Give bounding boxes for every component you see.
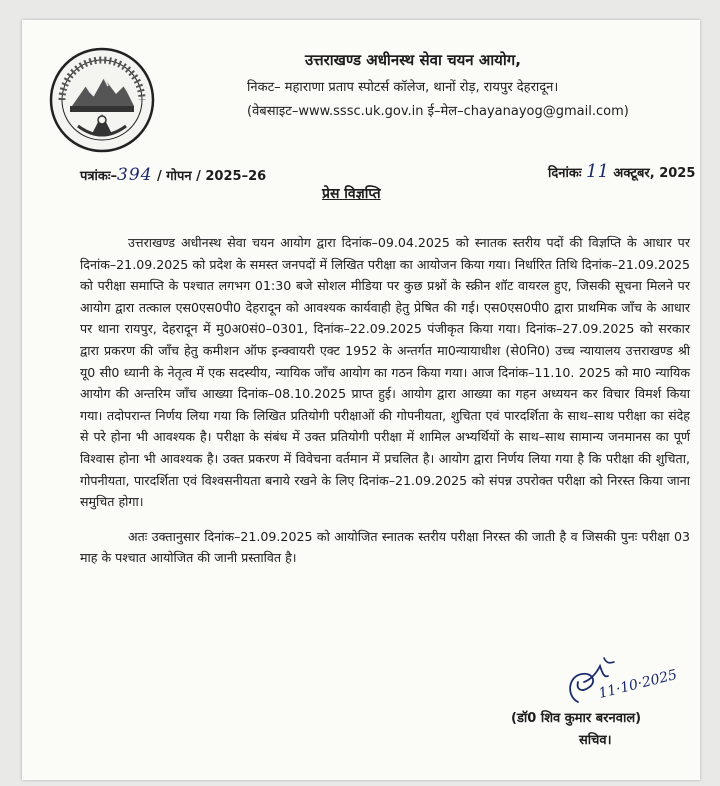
press-release-title: प्रेस विज्ञप्ति: [322, 186, 381, 202]
signature-date-text: 11·10·2025: [597, 666, 679, 702]
reference-prefix: पत्रांकः–: [80, 169, 118, 184]
handwritten-signature: [564, 652, 696, 710]
letter-page: [22, 20, 700, 780]
commission-emblem-logo: [48, 46, 156, 154]
organization-contact: (वेबसाइट–www.sssc.uk.gov.in ई–मेल–chayanayog@gmail.com): [247, 104, 629, 119]
letter-body: [80, 232, 690, 569]
reference-number-line: [80, 165, 266, 185]
reference-suffix: / गोपन / 2025–26: [152, 169, 267, 184]
signatory-designation: सचिव।: [579, 733, 612, 748]
body-paragraph: अतः उक्तानुसार दिनांक–21.09.2025 को आयोजित स्नातक स्तरीय परीक्षा निरस्त की जाती है व जिसकी पुनः परीक्षा 03 माह के पश्चात आयोजित की जानी प्रस्तावित है।: [80, 528, 690, 566]
date-rest: अक्टूबर, 2025: [608, 166, 696, 181]
signatory-name: (डॉ0 शिव कुमार बरनवाल): [511, 711, 642, 726]
organization-address: निकट– महाराणा प्रताप स्पोटर्स कॉलेज, थानों रोड़, रायपुर देहरादून।: [247, 80, 559, 95]
letter-date: [548, 161, 695, 182]
reference-handwritten-number: 394: [117, 165, 153, 185]
organization-name: उत्तराखण्ड अधीनस्थ सेवा चयन आयोग,: [305, 51, 521, 69]
date-prefix: दिनांकः: [548, 166, 586, 181]
date-handwritten-day: 11: [586, 161, 609, 182]
body-paragraph: उत्तराखण्ड अधीनस्थ सेवा चयन आयोग द्वारा दिनांक–09.04.2025 को स्नातक स्तरीय पदों की विज्ञप्ति के आधार पर दिनांक–21.09.2025 को प्रदेश के समस्त जनपदों में लिखित परीक्षा का आयोजन किया गया। निर्धारित तिथि दिनांक–21.09.2025 को परीक्षा समाप्ति के पश्चात लगभग 01:30 बजे सोशल मीडिया पर कुछ प्रश्नों के स्क्रीन शॉट वायरल हुए, जिसकी सूचना मिलने पर आयोग द्वारा तत्काल एस0एस0पी0 देहरादून को आवश्यक कार्यवाही हेतु प्रेषित की गई। एस0एस0पी0 द्वारा प्राथमिक जाँच के आधार पर थाना रायपुर, देहरादून में मु0अ0सं0–0301, दिनांक–22.09.2025 पंजीकृत किया गया। दिनांक–27.09.2025 को सरकार द्वारा प्रकरण की जाँच हेतु कमीशन ऑफ इन्क्वायरी एक्ट 1952 के अन्तर्गत मा0न्यायाधीश (से0नि0) उच्च न्यायालय उत्तराखण्ड श्री यू0 सी0 ध्यानी के नेतृत्व में एक सदस्यीय, न्यायिक जाँच आयोग का गठन किया गया। आज दिनांक–11.10. 2025 को मा0 न्यायिक आयोग की अन्तरिम जाँच आख्या दिनांक–08.10.2025 प्राप्त हुई। आयोग द्वारा आख्या का गहन अध्ययन कर विचार विमर्श किया गया। तदोपरान्त निर्णय लिया गया कि लिखित प्रतियोगी परीक्षाओं की गोपनीयता, शुचिता एवं पारदर्शिता के साथ–साथ परीक्षा का संदेह से परे होना भी आवश्यक है। परीक्षा के संबंध में उक्त प्रतियोगी परीक्षा में शामिल अभ्यर्थियों के साथ–साथ सामान्य जनमानस का पूर्ण विश्वास होना भी आवश्यक है। उक्त प्रकरण में विवेचना वर्तमान में प्रचलित है। आयोग द्वारा निर्णय लिया गया है कि परीक्षा की शुचिता, गोपनीयता, पारदर्शिता एवं विश्वसनीयता बनाये रखने के लिए दिनांक–21.09.2025 को संपन्न उपरोक्त परीक्षा को निरस्त किया जाना समुचित होगा।: [80, 235, 690, 510]
